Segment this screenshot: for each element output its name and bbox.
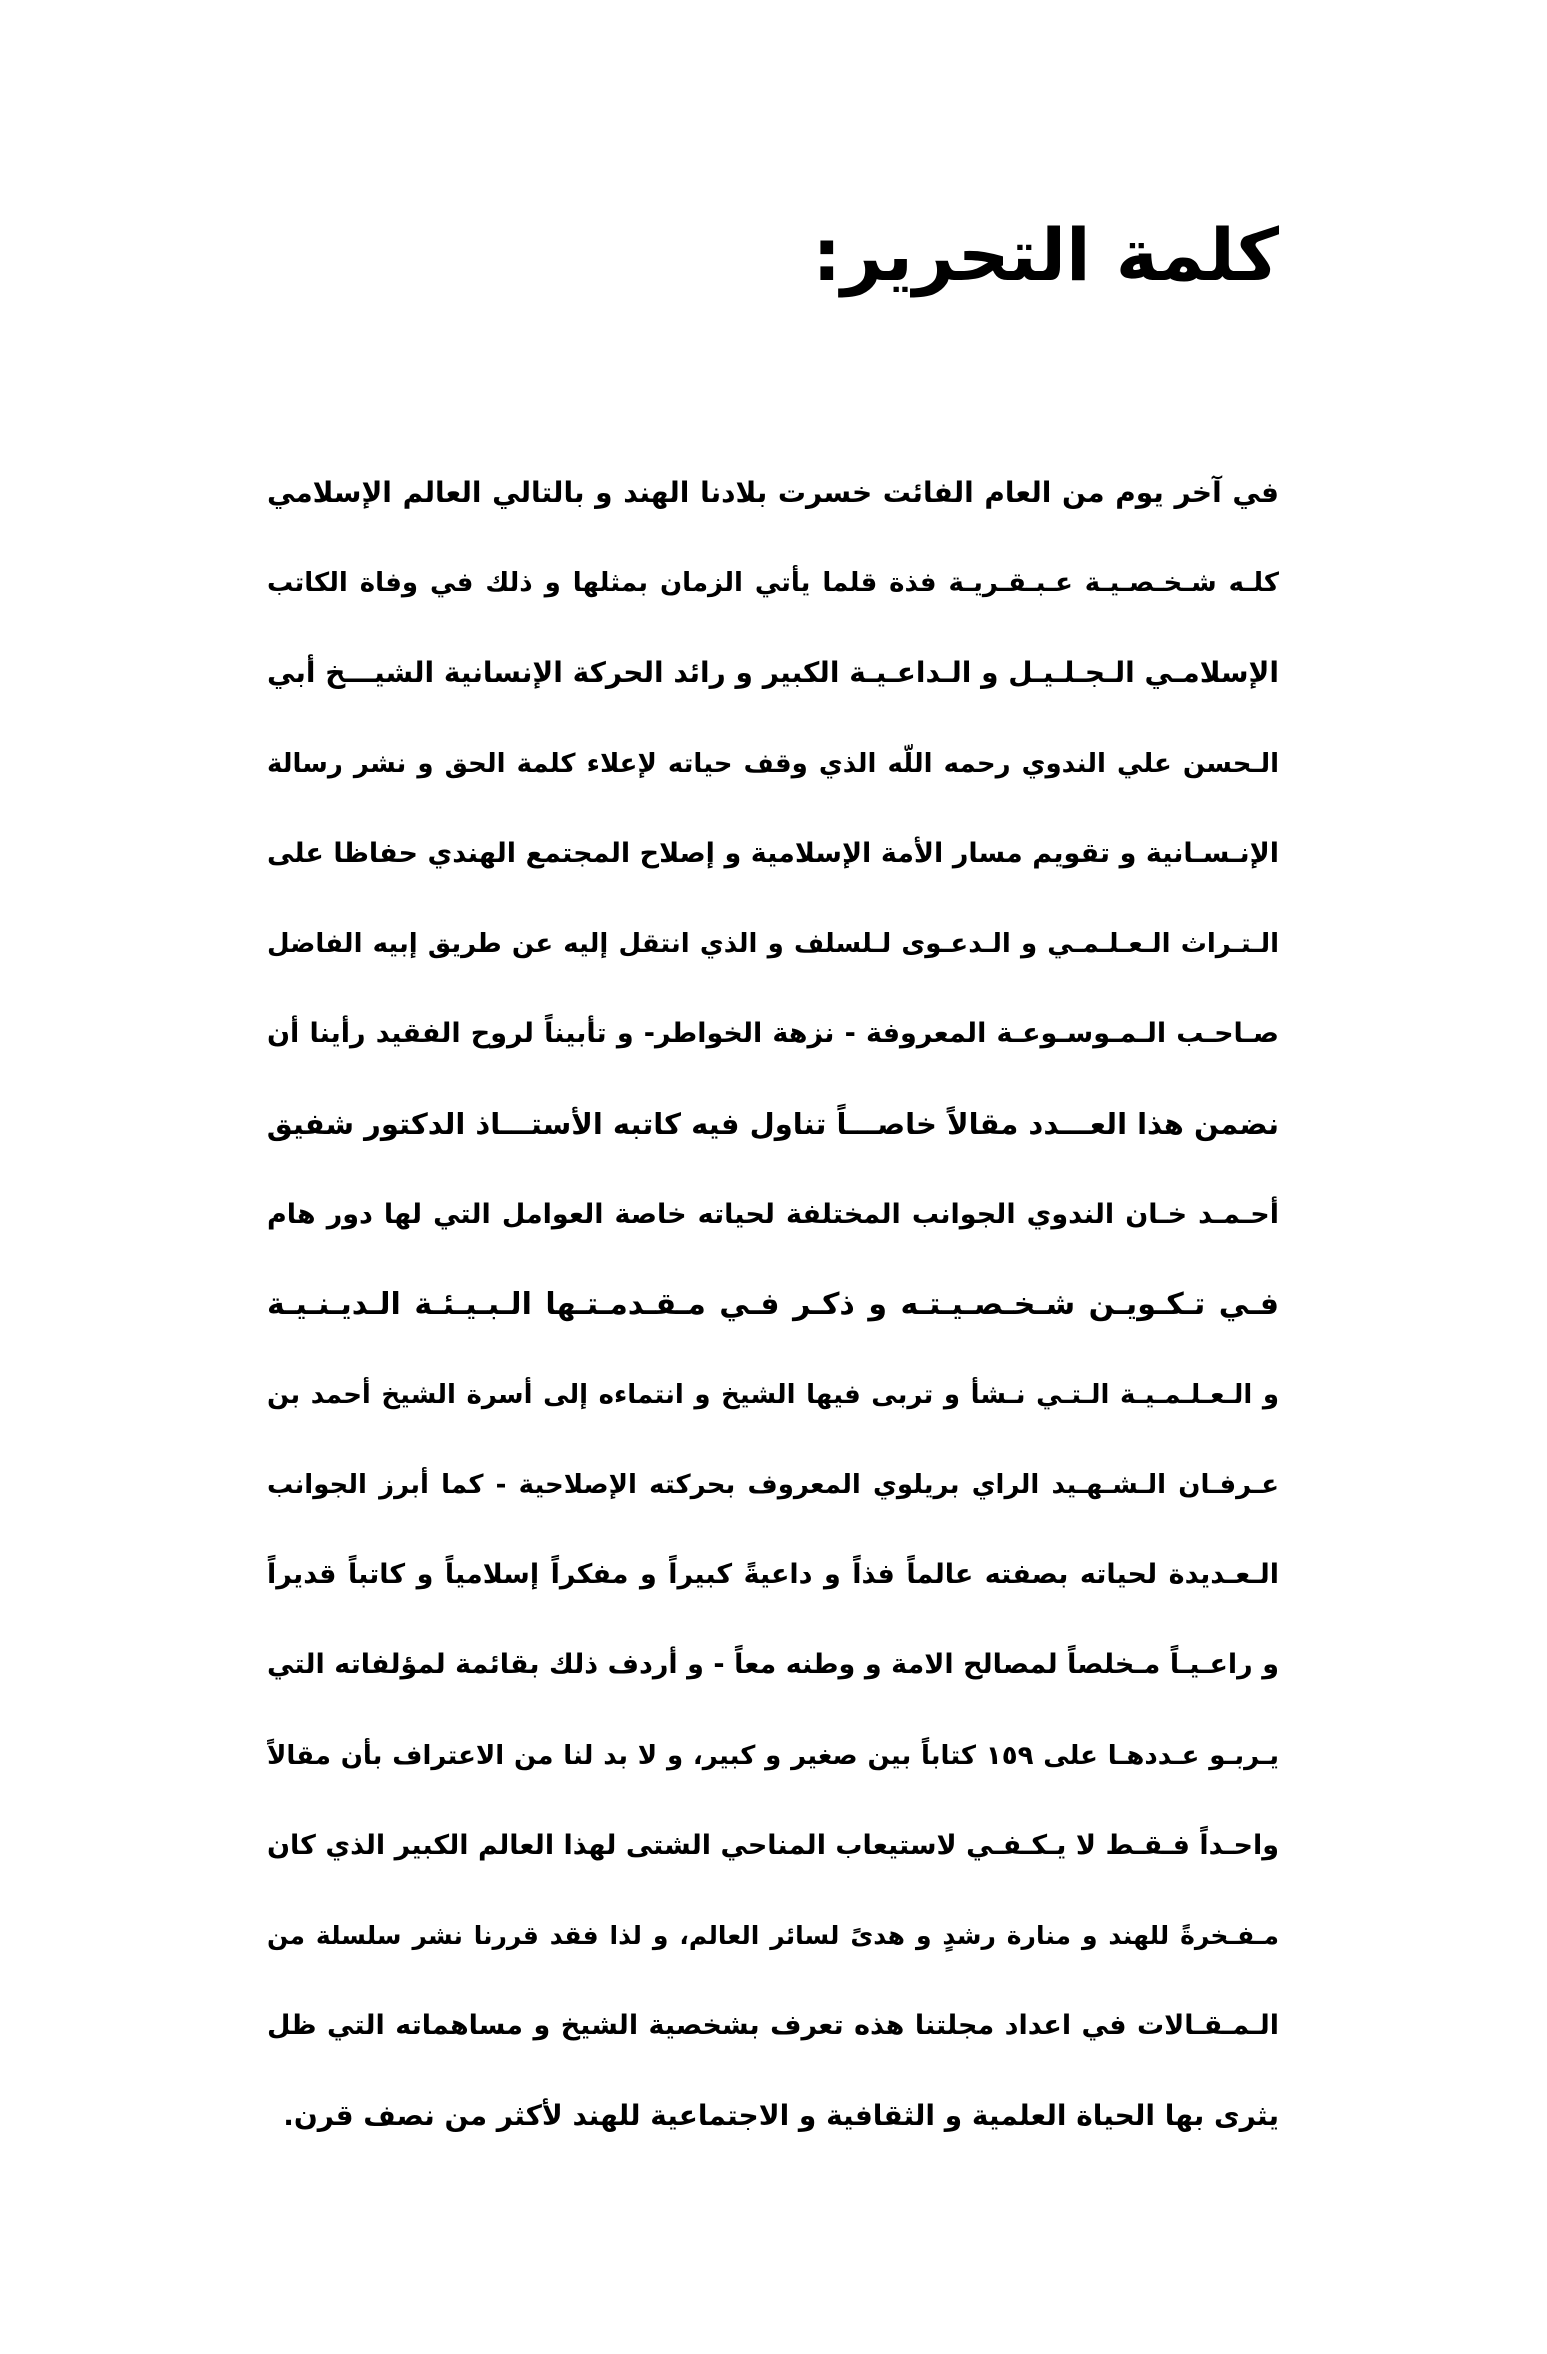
text-line: الـحسن علي الندوي رحمه اللّه الذي وقف حياته لإعلاء كلمة الحق و نشر رسالة — [267, 748, 1279, 779]
text-line: في آخر يوم من العام الفائت خسرت بلادنا الهند و بالتالي العالم الإسلامي — [267, 476, 1279, 509]
text-line: يثرى بها الحياة العلمية و الثقافية و الاجتماعية للهند لأكثر من نصف قرن. — [283, 2099, 1279, 2133]
text-line: أحـمـد خـان الندوي الجوانب المختلفة لحياته خاصة العوامل التي لها دور هام — [267, 1198, 1279, 1230]
text-line: الـعـديدة لحياته بصفته عالماً فذاً و داعيةً كبيراً و مفكراً إسلامياً و كاتباً قديراً — [267, 1559, 1279, 1591]
text-line: واحـداً فـقـط لا يـكـفـي لاستيعاب المناحي الشتى لهذا العالم الكبير الذي كان — [267, 1829, 1279, 1861]
text-line: فـي تـكـويـن شـخـصـيـتـه و ذكـر فـي مـقـدمـتـها الـبـيـئـة الـديـنـيـة — [267, 1286, 1279, 1322]
text-line: يـربـو عـددهـا على ١٥٩ كتاباً بين صغير و كبير، و لا بد لنا من الاعتراف بأن مقالاً — [267, 1740, 1279, 1771]
text-line: الإنـسـانية و تقويم مسار الأمة الإسلامية و إصلاح المجتمع الهندي حفاظا على — [267, 837, 1279, 869]
text-line: الإسلامـي الـجـلـيـل و الـداعـيـة الكبير و رائد الحركة الإنسانية الشيـــخ أبي — [267, 656, 1279, 690]
text-line: مـفـخرةً للهند و منارة رشدٍ و هدىً لسائر العالم، و لذا فقد قررنا نشر سلسلة من — [267, 1921, 1279, 1950]
text-line: و الـعـلـمـيـة الـتـي نـشأ و تربى فيها الشيخ و انتماءه إلى أسرة الشيخ أحمد بن — [267, 1379, 1279, 1410]
text-line: صـاحـب الـمـوسـوعـة المعروفة - نزهة الخواطر- و تأبيناً لروح الفقيد رأينا أن — [267, 1018, 1279, 1050]
page-title: كلمة التحرير: — [812, 213, 1279, 297]
text-line: عـرفـان الـشـهـيد الراي بريلوي المعروف بحركته الإصلاحية - كما أبرز الجوانب — [267, 1470, 1279, 1501]
text-line: و راعـيـاً مـخلصاً لمصالح الامة و وطنه معاً - و أردف ذلك بقائمة لمؤلفاته التي — [267, 1649, 1279, 1681]
text-line: كلـه شـخـصـيـة عـبـقـريـة فذة قلما يأتي الزمان بمثلها و ذلك في وفاة الكاتب — [267, 568, 1279, 599]
text-line: الـتـراث الـعـلـمـي و الـدعـوى لـلسلف و الذي انتقل إليه عن طريق إبيه الفاضل — [267, 928, 1279, 959]
body-paragraph — [267, 448, 1279, 2162]
text-line: نضمن هذا العـــدد مقالاً خاصـــاً تناول فيه كاتبه الأستـــاذ الدكتور شفيق — [267, 1107, 1279, 1142]
text-line: الـمـقـالات في اعداد مجلتنا هذه تعرف بشخصية الشيخ و مساهماته التي ظل — [267, 2010, 1279, 2042]
